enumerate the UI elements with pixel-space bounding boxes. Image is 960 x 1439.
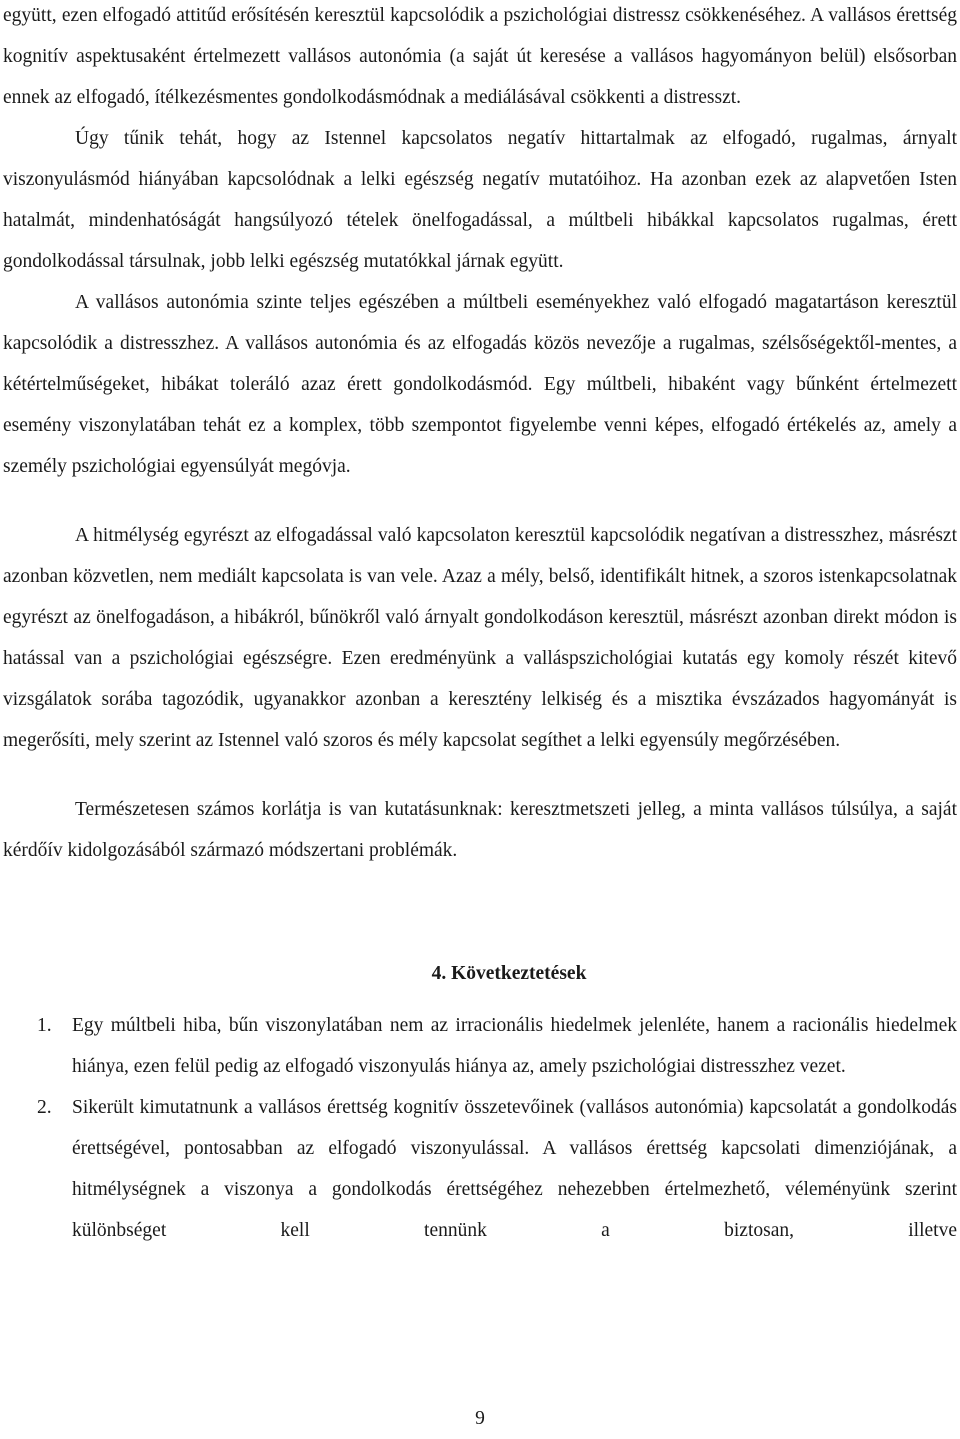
list-item [3, 1087, 957, 1251]
list-item-number: 1. [37, 1015, 52, 1036]
paragraph-5: Természetesen számos korlátja is van kutatásunknak: keresztmetszeti jelleg, a minta vallásos túlsúlya, a saját kérdőív kidolgozásából származó módszertani problémák. [3, 799, 957, 861]
list-item-text: Sikerült kimutatnunk a vallásos érettség kognitív összetevőinek (vallásos autonómia) kapcsolatát a gondolkodás érettségével, pontosabban az elfogadó viszonyulással. A vallásos érettség kapcsolati dimenziójának, a hitmélységnek a viszonya a gondolkodás érettségéhez nehezebben értelmezhető, véleményünk szerint különbséget kell tennünk a biztosan, illetve [72, 1097, 957, 1241]
paragraph-2: Úgy tűnik tehát, hogy az Istennel kapcsolatos negatív hittartalmak az elfogadó, rugalmas, árnyalt viszonyulásmód hiányában kapcsolódnak a lelki egészség negatív mutatóihoz. Ha azonban ezek az alapvetően Isten hatalmát, mindenhatóságát hangsúlyozó tételek önelfogadással, a múltbeli hibákkal kapcsolatos rugalmas, érett gondolkodással társulnak, jobb lelki egészség mutatókkal járnak együtt. [3, 128, 957, 272]
paragraph-3: A vallásos autonómia szinte teljes egészében a múltbeli eseményekhez való elfogadó magatartáson keresztül kapcsolódik a distresszhez. A vallásos autonómia és az elfogadás közös nevezője a rugalmas, szélsőségektől-mentes, a kétértelműségeket, hibákat toleráló azaz érett gondolkodásmód. Egy múltbeli, hibaként vagy bűnként értelmezett esemény viszonylatában tehát ez a komplex, több szempontot figyelembe venni képes, elfogadó értékelés az, amely a személy pszichológiai egyensúlyát megóvja. [3, 292, 957, 477]
paragraph-4: A hitmélység egyrészt az elfogadással való kapcsolaton keresztül kapcsolódik negatívan a distresszhez, másrészt azonban közvetlen, nem mediált kapcsolata is van vele. Azaz a mély, belső, identifikált hitnek, a szoros istenkapcsolatnak egyrészt az önelfogadáson, a hibákról, bűnökről való árnyalt gondolkodáson keresztül, másrészt azonban direkt módon is hatással van a pszichológiai egészségre. Ezen eredményünk a valláspszichológiai kutatás egy komoly részét kitevő vizsgálatok sorába tagozódik, ugyanakkor azonban a keresztény lelkiség és a misztika évszázados hagyományát is megerősíti, mely szerint az Istennel való szoros és mély kapcsolat segíthet a lelki egyensúly megőrzésében. [3, 525, 957, 751]
paragraph-1: együtt, ezen elfogadó attitűd erősítésén keresztül kapcsolódik a pszichológiai distressz csökkenéséhez. A vallásos érettség kognitív aspektusaként értelmezett vallásos autonómia (a saját út keresése a vallásos hagyományon belül) elsősorban ennek az elfogadó, ítélkezésmentes gondolkodásmódnak a mediálásával csökkenti a distresszt. [3, 5, 957, 108]
document-page [3, 0, 957, 1251]
section-heading: 4. Következtetések [431, 963, 587, 984]
list-item-text: Egy múltbeli hiba, bűn viszonylatában nem az irracionális hiedelmek jelenléte, hanem a racionális hiedelmek hiánya, ezen felül pedig az elfogadó viszonyulás hiánya az, amely pszichológiai distresszhez vezet. [72, 1015, 957, 1077]
list-item [3, 1005, 957, 1087]
conclusions-list [3, 1005, 957, 1251]
list-item-number: 2. [37, 1097, 52, 1118]
page-number: 9 [475, 1408, 485, 1429]
